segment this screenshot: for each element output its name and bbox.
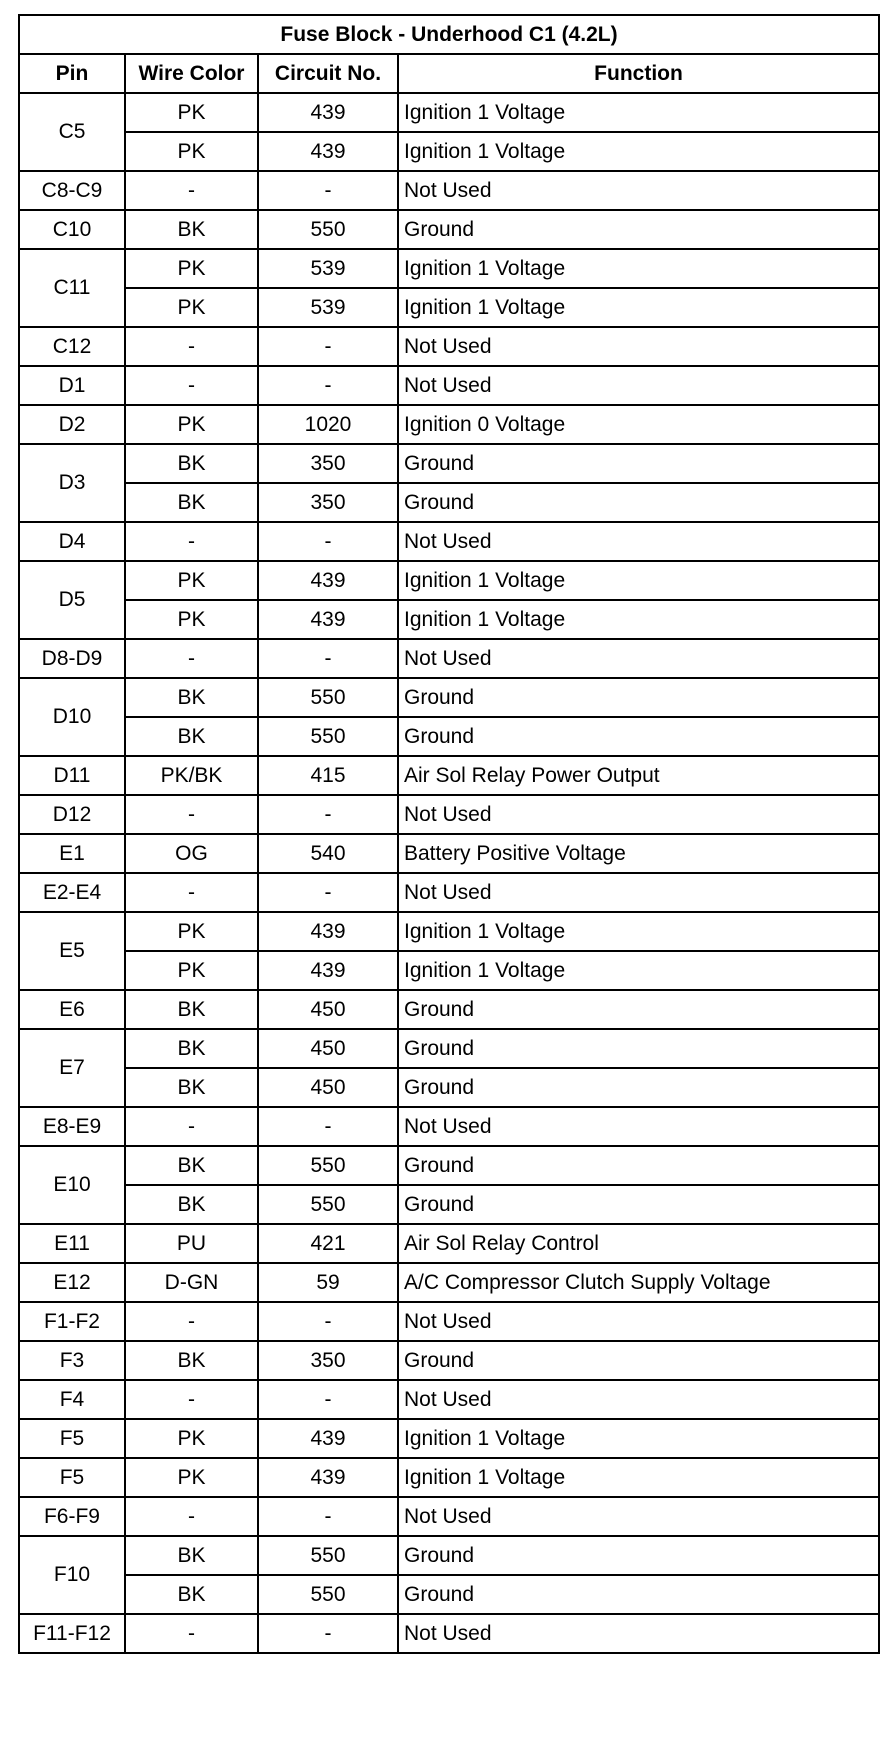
table-row bbox=[19, 483, 879, 522]
function-cell: Not Used bbox=[398, 366, 879, 405]
circuit-number-cell: 450 bbox=[258, 1029, 398, 1068]
circuit-number-cell: 539 bbox=[258, 249, 398, 288]
function-cell: Ground bbox=[398, 1575, 879, 1614]
wire-color-cell: PK bbox=[125, 93, 258, 132]
circuit-number-cell: - bbox=[258, 873, 398, 912]
function-cell: Ignition 1 Voltage bbox=[398, 561, 879, 600]
table-row bbox=[19, 600, 879, 639]
wire-color-cell: - bbox=[125, 1107, 258, 1146]
function-cell: Not Used bbox=[398, 1380, 879, 1419]
table-row bbox=[19, 249, 879, 288]
pin-cell: E2-E4 bbox=[19, 873, 125, 912]
table-row bbox=[19, 990, 879, 1029]
table-row bbox=[19, 93, 879, 132]
table-title: Fuse Block - Underhood C1 (4.2L) bbox=[19, 15, 879, 54]
wire-color-cell: PK bbox=[125, 951, 258, 990]
circuit-number-cell: 439 bbox=[258, 1458, 398, 1497]
table-row bbox=[19, 756, 879, 795]
table-row bbox=[19, 288, 879, 327]
function-cell: Not Used bbox=[398, 171, 879, 210]
table-row bbox=[19, 444, 879, 483]
function-cell: Not Used bbox=[398, 1614, 879, 1653]
pin-cell: D11 bbox=[19, 756, 125, 795]
wire-color-cell: - bbox=[125, 873, 258, 912]
pin-cell: D10 bbox=[19, 678, 125, 756]
function-cell: Air Sol Relay Control bbox=[398, 1224, 879, 1263]
circuit-number-cell: - bbox=[258, 1614, 398, 1653]
function-cell: Ignition 1 Voltage bbox=[398, 951, 879, 990]
wire-color-cell: - bbox=[125, 1614, 258, 1653]
function-cell: Not Used bbox=[398, 1302, 879, 1341]
wire-color-cell: BK bbox=[125, 1185, 258, 1224]
pin-cell: E5 bbox=[19, 912, 125, 990]
circuit-number-cell: - bbox=[258, 366, 398, 405]
function-cell: Ground bbox=[398, 1341, 879, 1380]
wire-color-cell: BK bbox=[125, 210, 258, 249]
pin-cell: C11 bbox=[19, 249, 125, 327]
circuit-number-cell: 350 bbox=[258, 1341, 398, 1380]
pin-cell: E6 bbox=[19, 990, 125, 1029]
function-cell: Ground bbox=[398, 210, 879, 249]
function-cell: Ground bbox=[398, 717, 879, 756]
table-row bbox=[19, 834, 879, 873]
function-cell: Ignition 0 Voltage bbox=[398, 405, 879, 444]
circuit-number-cell: - bbox=[258, 171, 398, 210]
table-row bbox=[19, 1497, 879, 1536]
function-cell: Ground bbox=[398, 1185, 879, 1224]
table-row bbox=[19, 1029, 879, 1068]
function-cell: Not Used bbox=[398, 873, 879, 912]
connector-pinout-table bbox=[18, 14, 880, 1654]
pin-cell: E10 bbox=[19, 1146, 125, 1224]
wire-color-cell: PK bbox=[125, 288, 258, 327]
circuit-number-cell: 550 bbox=[258, 1536, 398, 1575]
wire-color-cell: - bbox=[125, 327, 258, 366]
table-row bbox=[19, 366, 879, 405]
table-row bbox=[19, 171, 879, 210]
function-cell: Ignition 1 Voltage bbox=[398, 288, 879, 327]
circuit-number-cell: 550 bbox=[258, 1185, 398, 1224]
pin-cell: D3 bbox=[19, 444, 125, 522]
function-cell: Ignition 1 Voltage bbox=[398, 132, 879, 171]
pin-cell: D8-D9 bbox=[19, 639, 125, 678]
table-row bbox=[19, 1107, 879, 1146]
wire-color-cell: D-GN bbox=[125, 1263, 258, 1302]
table-row bbox=[19, 1341, 879, 1380]
pin-cell: C8-C9 bbox=[19, 171, 125, 210]
function-cell: A/C Compressor Clutch Supply Voltage bbox=[398, 1263, 879, 1302]
table-row bbox=[19, 132, 879, 171]
function-cell: Not Used bbox=[398, 327, 879, 366]
table-row bbox=[19, 1614, 879, 1653]
function-cell: Not Used bbox=[398, 795, 879, 834]
wire-color-cell: BK bbox=[125, 1341, 258, 1380]
table-row bbox=[19, 639, 879, 678]
circuit-number-cell: 1020 bbox=[258, 405, 398, 444]
column-header-row bbox=[19, 54, 879, 93]
wire-color-cell: BK bbox=[125, 990, 258, 1029]
function-cell: Ground bbox=[398, 1146, 879, 1185]
circuit-number-cell: - bbox=[258, 522, 398, 561]
circuit-number-cell: 439 bbox=[258, 561, 398, 600]
circuit-number-cell: - bbox=[258, 795, 398, 834]
table-row bbox=[19, 1185, 879, 1224]
table-row bbox=[19, 873, 879, 912]
table-row bbox=[19, 522, 879, 561]
pin-cell: E7 bbox=[19, 1029, 125, 1107]
wire-color-cell: BK bbox=[125, 1146, 258, 1185]
function-cell: Ignition 1 Voltage bbox=[398, 1419, 879, 1458]
circuit-number-cell: - bbox=[258, 1380, 398, 1419]
circuit-number-cell: 450 bbox=[258, 1068, 398, 1107]
pin-cell: E8-E9 bbox=[19, 1107, 125, 1146]
function-cell: Not Used bbox=[398, 639, 879, 678]
circuit-number-cell: 550 bbox=[258, 1575, 398, 1614]
wire-color-cell: PK bbox=[125, 912, 258, 951]
pin-cell: E11 bbox=[19, 1224, 125, 1263]
pin-cell: F5 bbox=[19, 1458, 125, 1497]
pin-cell: F11-F12 bbox=[19, 1614, 125, 1653]
table-row bbox=[19, 795, 879, 834]
table-row bbox=[19, 1068, 879, 1107]
pinout-rows bbox=[19, 93, 879, 1653]
circuit-number-cell: 439 bbox=[258, 912, 398, 951]
circuit-number-cell: 539 bbox=[258, 288, 398, 327]
pin-cell: F4 bbox=[19, 1380, 125, 1419]
function-cell: Not Used bbox=[398, 1497, 879, 1536]
table-row bbox=[19, 1146, 879, 1185]
wire-color-cell: PK bbox=[125, 405, 258, 444]
table-row bbox=[19, 912, 879, 951]
header-wire-color: Wire Color bbox=[125, 54, 258, 93]
function-cell: Ground bbox=[398, 678, 879, 717]
wire-color-cell: - bbox=[125, 1380, 258, 1419]
function-cell: Ignition 1 Voltage bbox=[398, 600, 879, 639]
wire-color-cell: BK bbox=[125, 678, 258, 717]
header-function: Function bbox=[398, 54, 879, 93]
pin-cell: D12 bbox=[19, 795, 125, 834]
wire-color-cell: BK bbox=[125, 444, 258, 483]
function-cell: Air Sol Relay Power Output bbox=[398, 756, 879, 795]
table-row bbox=[19, 1263, 879, 1302]
pin-cell: C12 bbox=[19, 327, 125, 366]
circuit-number-cell: 550 bbox=[258, 210, 398, 249]
function-cell: Ignition 1 Voltage bbox=[398, 249, 879, 288]
table-row bbox=[19, 678, 879, 717]
circuit-number-cell: 550 bbox=[258, 717, 398, 756]
table-row bbox=[19, 1224, 879, 1263]
function-cell: Ground bbox=[398, 1029, 879, 1068]
circuit-number-cell: 550 bbox=[258, 678, 398, 717]
table-row bbox=[19, 1536, 879, 1575]
function-cell: Not Used bbox=[398, 522, 879, 561]
wire-color-cell: PK bbox=[125, 249, 258, 288]
circuit-number-cell: - bbox=[258, 1107, 398, 1146]
header-pin: Pin bbox=[19, 54, 125, 93]
circuit-number-cell: - bbox=[258, 327, 398, 366]
table-row bbox=[19, 1302, 879, 1341]
circuit-number-cell: 350 bbox=[258, 483, 398, 522]
circuit-number-cell: - bbox=[258, 1302, 398, 1341]
table-row bbox=[19, 1458, 879, 1497]
pin-cell: C5 bbox=[19, 93, 125, 171]
fuse-block-document bbox=[18, 14, 878, 1654]
wire-color-cell: PK bbox=[125, 1458, 258, 1497]
function-cell: Not Used bbox=[398, 1107, 879, 1146]
circuit-number-cell: 450 bbox=[258, 990, 398, 1029]
function-cell: Ground bbox=[398, 990, 879, 1029]
pin-cell: F10 bbox=[19, 1536, 125, 1614]
table-row bbox=[19, 951, 879, 990]
wire-color-cell: PK bbox=[125, 561, 258, 600]
pin-cell: D5 bbox=[19, 561, 125, 639]
function-cell: Ignition 1 Voltage bbox=[398, 93, 879, 132]
function-cell: Ground bbox=[398, 444, 879, 483]
wire-color-cell: - bbox=[125, 1302, 258, 1341]
circuit-number-cell: 350 bbox=[258, 444, 398, 483]
circuit-number-cell: 59 bbox=[258, 1263, 398, 1302]
wire-color-cell: - bbox=[125, 171, 258, 210]
function-cell: Ground bbox=[398, 483, 879, 522]
circuit-number-cell: 540 bbox=[258, 834, 398, 873]
table-row bbox=[19, 1419, 879, 1458]
wire-color-cell: BK bbox=[125, 1575, 258, 1614]
table-row bbox=[19, 1380, 879, 1419]
wire-color-cell: PK bbox=[125, 600, 258, 639]
table-row bbox=[19, 327, 879, 366]
circuit-number-cell: 439 bbox=[258, 1419, 398, 1458]
pin-cell: D2 bbox=[19, 405, 125, 444]
pin-cell: D1 bbox=[19, 366, 125, 405]
function-cell: Battery Positive Voltage bbox=[398, 834, 879, 873]
wire-color-cell: - bbox=[125, 795, 258, 834]
table-row bbox=[19, 1575, 879, 1614]
wire-color-cell: - bbox=[125, 1497, 258, 1536]
wire-color-cell: BK bbox=[125, 1068, 258, 1107]
pin-cell: D4 bbox=[19, 522, 125, 561]
pin-cell: F1-F2 bbox=[19, 1302, 125, 1341]
circuit-number-cell: - bbox=[258, 1497, 398, 1536]
circuit-number-cell: 439 bbox=[258, 600, 398, 639]
wire-color-cell: PU bbox=[125, 1224, 258, 1263]
pin-cell: E1 bbox=[19, 834, 125, 873]
circuit-number-cell: 439 bbox=[258, 132, 398, 171]
circuit-number-cell: 415 bbox=[258, 756, 398, 795]
wire-color-cell: - bbox=[125, 366, 258, 405]
table-title-row bbox=[19, 15, 879, 54]
table-row bbox=[19, 210, 879, 249]
circuit-number-cell: - bbox=[258, 639, 398, 678]
pin-cell: F6-F9 bbox=[19, 1497, 125, 1536]
wire-color-cell: BK bbox=[125, 717, 258, 756]
pin-cell: F3 bbox=[19, 1341, 125, 1380]
table-row bbox=[19, 717, 879, 756]
wire-color-cell: BK bbox=[125, 1536, 258, 1575]
function-cell: Ground bbox=[398, 1068, 879, 1107]
header-circuit-no: Circuit No. bbox=[258, 54, 398, 93]
table-row bbox=[19, 405, 879, 444]
wire-color-cell: PK/BK bbox=[125, 756, 258, 795]
wire-color-cell: - bbox=[125, 639, 258, 678]
circuit-number-cell: 421 bbox=[258, 1224, 398, 1263]
function-cell: Ignition 1 Voltage bbox=[398, 912, 879, 951]
pin-cell: E12 bbox=[19, 1263, 125, 1302]
function-cell: Ignition 1 Voltage bbox=[398, 1458, 879, 1497]
wire-color-cell: PK bbox=[125, 132, 258, 171]
table-row bbox=[19, 561, 879, 600]
circuit-number-cell: 439 bbox=[258, 93, 398, 132]
circuit-number-cell: 439 bbox=[258, 951, 398, 990]
wire-color-cell: BK bbox=[125, 1029, 258, 1068]
pin-cell: C10 bbox=[19, 210, 125, 249]
wire-color-cell: BK bbox=[125, 483, 258, 522]
pin-cell: F5 bbox=[19, 1419, 125, 1458]
function-cell: Ground bbox=[398, 1536, 879, 1575]
wire-color-cell: - bbox=[125, 522, 258, 561]
wire-color-cell: OG bbox=[125, 834, 258, 873]
circuit-number-cell: 550 bbox=[258, 1146, 398, 1185]
wire-color-cell: PK bbox=[125, 1419, 258, 1458]
